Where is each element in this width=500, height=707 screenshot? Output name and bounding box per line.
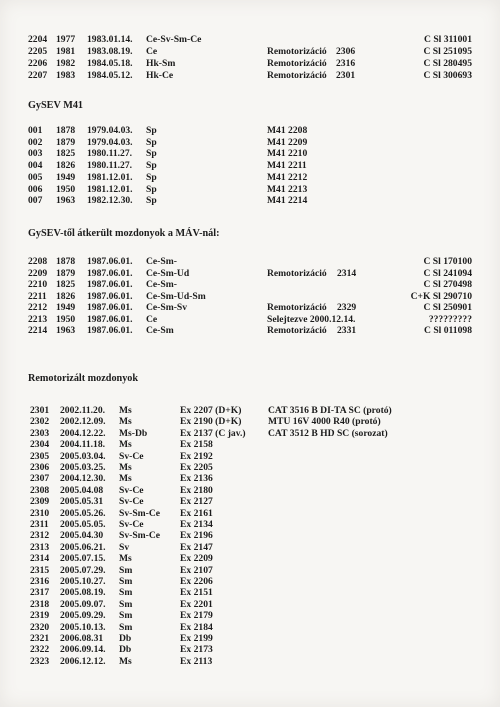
cell-no: 2321	[30, 633, 50, 644]
cell-date: 2004.12.30.	[60, 473, 106, 485]
cell-code: C Sl 300693	[423, 69, 472, 81]
cell-m41: M41 2214	[267, 195, 308, 207]
cell-year: 1983	[56, 69, 76, 81]
cell-remo-no: 2301	[336, 69, 356, 81]
cell-date: 2005.04.30	[60, 530, 104, 542]
cell-date: 1979.04.03.	[87, 125, 133, 136]
cell-m41: M41 2212	[267, 171, 308, 183]
cell-date: 2005.10.27.	[60, 576, 106, 587]
cell-date: 1984.05.18.	[87, 57, 133, 69]
cell-date: 1987.06.01.	[87, 290, 133, 302]
cell-type: Sp	[146, 183, 157, 195]
cell-type: Ce	[146, 45, 158, 57]
cell-code: C+K Sl 290710	[410, 290, 472, 302]
cell-date: 1987.06.01.	[87, 267, 133, 279]
cell-type: Sm	[119, 587, 133, 599]
table-row	[0, 644, 500, 655]
cell-ex: Ex 2137 (C jav.)	[180, 427, 246, 439]
cell-ex: Ex 2134	[180, 519, 213, 530]
cell-no: 2209	[28, 267, 48, 279]
cell-no: 2312	[30, 530, 50, 542]
cell-date: 2005.04.08	[60, 484, 104, 496]
table-row	[0, 451, 500, 462]
cell-ex: Ex 2192	[180, 450, 213, 462]
table-row	[0, 485, 500, 496]
cell-no: 003	[28, 148, 43, 160]
cell-type: Sp	[146, 148, 157, 160]
cell-date: 2005.05.31	[60, 496, 104, 508]
table-row	[0, 496, 500, 507]
table-row	[0, 291, 500, 302]
cell-type: Ce-Sm-	[146, 279, 177, 290]
cell-year: 1982	[56, 57, 76, 69]
cell-no: 2304	[30, 439, 50, 451]
table-row	[0, 137, 500, 148]
table-row	[0, 256, 500, 267]
cell-ex: Ex 2151	[180, 587, 213, 599]
cell-no: 2211	[28, 290, 47, 302]
cell-type: Ce-Sm-Ud-Sm	[146, 290, 206, 302]
cell-no: 2314	[30, 553, 50, 565]
cell-no: 2302	[30, 416, 50, 428]
cell-date: 2005.03.04.	[60, 450, 106, 462]
cell-no: 2206	[28, 57, 48, 69]
cell-type: Ce-Sv-Sm-Ce	[146, 34, 202, 45]
cell-no: 2319	[30, 610, 50, 622]
table-row	[0, 416, 500, 427]
table-row	[0, 565, 500, 576]
cell-type: Ce-Sm-	[146, 256, 177, 267]
table-row	[0, 553, 500, 564]
table-row	[0, 314, 500, 325]
cell-date: 2005.07.15.	[60, 553, 106, 565]
cell-no: 2323	[30, 655, 50, 667]
cell-date: 2005.06.21.	[60, 541, 106, 553]
cell-type: Ms	[119, 553, 132, 565]
table-row	[0, 633, 500, 644]
cell-date: 2005.10.13.	[60, 621, 106, 633]
cell-type: Sv-Ce	[119, 496, 144, 508]
cell-ex: Ex 2206	[180, 576, 213, 587]
cell-no: 2305	[30, 450, 50, 462]
cell-ex: Ex 2136	[180, 473, 213, 485]
cell-date: 1980.11.27.	[87, 148, 133, 160]
cell-type: Db	[119, 644, 132, 656]
cell-no: 2311	[30, 519, 49, 530]
cell-engine: CAT 3512 B HD SC (sorozat)	[268, 427, 388, 439]
cell-type: Ms	[119, 439, 132, 451]
cell-year: 1826	[56, 160, 76, 172]
table-row	[0, 160, 500, 171]
cell-no: 006	[28, 183, 43, 195]
cell-remo: Remotorizáció	[267, 57, 327, 69]
cell-code: C Sl 280495	[423, 57, 472, 69]
cell-date: 2005.05.05.	[60, 519, 106, 530]
cell-year: 1879	[56, 136, 76, 148]
cell-no: 005	[28, 171, 43, 183]
cell-ex: Ex 2147	[180, 541, 213, 553]
cell-no: 2301	[30, 405, 50, 416]
cell-remo: Remotorizáció	[267, 302, 327, 313]
cell-ex: Ex 2209	[180, 553, 213, 565]
cell-type: Hk-Sm	[146, 57, 176, 69]
cell-remo: Remotorizáció	[267, 267, 327, 279]
cell-remo: Selejtezve 2000.12.14.	[267, 313, 356, 325]
cell-type: Ce-Sm	[146, 325, 174, 336]
cell-ex: Ex 2201	[180, 598, 213, 610]
cell-date: 1984.05.12.	[87, 69, 133, 81]
cell-no: 2210	[28, 279, 48, 290]
cell-no: 2315	[30, 564, 50, 576]
cell-type: Hk-Ce	[146, 69, 174, 81]
table-row	[0, 439, 500, 450]
cell-year: 1950	[56, 313, 76, 325]
cell-year: 1825	[56, 279, 76, 290]
cell-date: 2005.05.26.	[60, 507, 106, 519]
cell-engine: CAT 3516 B DI-TA SC (protó)	[268, 405, 392, 416]
cell-ex: Ex 2113	[180, 655, 213, 667]
cell-year: 1981	[56, 45, 76, 57]
cell-type: Sv-Ce	[119, 519, 144, 530]
cell-code: C Sl 011098	[424, 325, 472, 336]
cell-date: 1982.12.30.	[87, 195, 133, 207]
cell-year: 1879	[56, 267, 76, 279]
section-title-remotorized: Remotorizált mozdonyok	[28, 373, 139, 384]
table-row	[0, 542, 500, 553]
cell-ex: Ex 2179	[180, 610, 213, 622]
cell-m41: M41 2208	[267, 125, 308, 136]
cell-type: Ms	[119, 405, 132, 416]
cell-remo-no: 2316	[336, 57, 356, 69]
table-row	[0, 473, 500, 484]
cell-no: 2308	[30, 484, 50, 496]
cell-ex: Ex 2173	[180, 644, 213, 656]
cell-code: C Sl 250901	[423, 302, 472, 313]
cell-no: 2320	[30, 621, 50, 633]
cell-type: Sv-Sm-Ce	[119, 530, 161, 542]
cell-type: Ce-Sm-Ud	[146, 267, 190, 279]
cell-remo-no: 2331	[337, 325, 357, 336]
cell-type: Sv-Ce	[119, 450, 144, 462]
cell-type: Ms	[119, 416, 132, 428]
cell-no: 004	[28, 160, 43, 172]
cell-type: Sm	[119, 598, 133, 610]
cell-type: Sv-Sm-Ce	[119, 507, 161, 519]
cell-date: 2006.09.14.	[60, 644, 106, 656]
cell-date: 1987.06.01.	[87, 256, 133, 267]
cell-year: 1950	[56, 183, 76, 195]
table-row	[0, 576, 500, 587]
cell-code: C Sl 241094	[423, 267, 472, 279]
cell-ex: Ex 2184	[180, 621, 213, 633]
cell-date: 2004.12.22.	[60, 427, 106, 439]
table-row	[0, 405, 500, 416]
cell-no: 2316	[30, 576, 50, 587]
cell-m41: M41 2211	[267, 160, 307, 172]
table-row	[0, 656, 500, 667]
cell-ex: Ex 2190 (D+K)	[180, 416, 242, 428]
cell-no: 001	[28, 125, 43, 136]
cell-m41: M41 2210	[267, 148, 308, 160]
cell-year: 1949	[56, 171, 76, 183]
table-row	[0, 268, 500, 279]
table-row	[0, 519, 500, 530]
table-row	[0, 279, 500, 290]
cell-year: 1878	[56, 125, 76, 136]
cell-remo: Remotorizáció	[267, 45, 327, 57]
cell-type: Sp	[146, 136, 157, 148]
cell-type: Sm	[119, 576, 133, 587]
cell-date: 2002.11.20.	[60, 405, 106, 416]
cell-date: 1980.11.27.	[87, 160, 133, 172]
cell-date: 1987.06.01.	[87, 279, 133, 290]
cell-no: 2207	[28, 69, 48, 81]
cell-remo-no: 2329	[337, 302, 357, 313]
table-row	[0, 148, 500, 159]
cell-year: 1977	[56, 34, 76, 45]
cell-no: 2214	[28, 325, 48, 336]
cell-date: 1987.06.01.	[87, 325, 133, 336]
cell-date: 2005.07.29.	[60, 564, 106, 576]
cell-no: 2204	[28, 34, 48, 45]
cell-date: 2005.09.29.	[60, 610, 106, 622]
cell-ex: Ex 2196	[180, 530, 213, 542]
table-row	[0, 172, 500, 183]
cell-m41: M41 2213	[267, 183, 308, 195]
cell-code: C Sl 270498	[423, 279, 472, 290]
cell-date: 1983.01.14.	[87, 34, 133, 45]
table-row	[0, 462, 500, 473]
table-row	[0, 302, 500, 313]
cell-date: 1981.12.01.	[87, 171, 133, 183]
cell-type: Sp	[146, 195, 157, 207]
cell-ex: Ex 2158	[180, 439, 213, 451]
cell-no: 002	[28, 136, 43, 148]
cell-type: Sm	[119, 564, 133, 576]
cell-no: 2205	[28, 45, 48, 57]
table-row	[0, 428, 500, 439]
cell-ex: Ex 2107	[180, 564, 213, 576]
cell-type: Sv-Ce	[119, 484, 144, 496]
cell-date: 1981.12.01.	[87, 183, 133, 195]
cell-year: 1963	[56, 325, 76, 336]
cell-no: 007	[28, 195, 43, 207]
table-row	[0, 587, 500, 598]
cell-type: Ms	[119, 462, 132, 473]
cell-type: Sm	[119, 610, 133, 622]
cell-year: 1949	[56, 302, 76, 313]
table-row	[0, 195, 500, 206]
cell-date: 2005.03.25.	[60, 462, 106, 473]
cell-type: Sm	[119, 621, 133, 633]
cell-no: 2303	[30, 427, 50, 439]
cell-year: 1963	[56, 195, 76, 207]
cell-type: Db	[119, 633, 132, 644]
table-row	[0, 34, 500, 45]
cell-no: 2317	[30, 587, 50, 599]
cell-year: 1825	[56, 148, 76, 160]
cell-no: 2309	[30, 496, 50, 508]
table-row	[0, 622, 500, 633]
cell-date: 1987.06.01.	[87, 313, 133, 325]
cell-remo: Remotorizáció	[267, 69, 327, 81]
cell-code: C Sl 311001	[424, 34, 472, 45]
cell-date: 2005.09.07.	[60, 598, 106, 610]
table-row	[0, 46, 500, 57]
table-row	[0, 325, 500, 336]
cell-date: 1979.04.03.	[87, 136, 133, 148]
cell-no: 2307	[30, 473, 50, 485]
table-row	[0, 508, 500, 519]
table-row	[0, 530, 500, 541]
cell-date: 2002.12.09.	[60, 416, 106, 428]
cell-ex: Ex 2199	[180, 633, 213, 644]
cell-engine: MTU 16V 4000 R40 (protó)	[268, 416, 381, 428]
cell-no: 2208	[28, 256, 48, 267]
cell-date: 2005.08.19.	[60, 587, 106, 599]
cell-code: C Sl 251095	[423, 45, 472, 57]
cell-no: 2310	[30, 507, 50, 519]
cell-year: 1826	[56, 290, 76, 302]
table-row	[0, 125, 500, 136]
cell-date: 2006.12.12.	[60, 655, 106, 667]
cell-ex: Ex 2207 (D+K)	[180, 405, 242, 416]
cell-type: Sp	[146, 171, 157, 183]
cell-type: Ce-Sm-Sv	[146, 302, 188, 313]
cell-ex: Ex 2205	[180, 462, 213, 473]
cell-date: 2006.08.31	[60, 633, 104, 644]
table-row	[0, 184, 500, 195]
cell-type: Ms	[119, 473, 132, 485]
section-title-transferred: GySEV-től átkerült mozdonyok a MÁV-nál:	[28, 228, 220, 239]
cell-remo: Remotorizáció	[267, 325, 327, 336]
section-title-gysev-m41: GySEV M41	[28, 100, 84, 111]
cell-date: 1987.06.01.	[87, 302, 133, 313]
cell-no: 2313	[30, 541, 50, 553]
cell-ex: Ex 2161	[180, 507, 213, 519]
table-row	[0, 599, 500, 610]
cell-date: 2004.11.18.	[60, 439, 106, 451]
table-row	[0, 610, 500, 621]
cell-type: Sp	[146, 160, 157, 172]
cell-ex: Ex 2180	[180, 484, 213, 496]
cell-year: 1878	[56, 256, 76, 267]
cell-no: 2213	[28, 313, 48, 325]
cell-date: 1983.08.19.	[87, 45, 133, 57]
cell-no: 2322	[30, 644, 50, 656]
cell-remo-no: 2306	[336, 45, 356, 57]
cell-m41: M41 2209	[267, 136, 308, 148]
table-row	[0, 70, 500, 81]
cell-type: Ms-Db	[119, 427, 148, 439]
cell-ex: Ex 2127	[180, 496, 213, 508]
cell-type: Ms	[119, 655, 132, 667]
cell-no: 2212	[28, 302, 48, 313]
cell-no: 2318	[30, 598, 50, 610]
cell-no: 2306	[30, 462, 50, 473]
cell-type: Sp	[146, 125, 157, 136]
cell-type: Sv	[119, 541, 130, 553]
cell-type: Ce	[146, 313, 158, 325]
cell-code: ?????????	[428, 313, 472, 325]
cell-code: C Sl 170100	[423, 256, 472, 267]
cell-remo-no: 2314	[337, 267, 357, 279]
table-row	[0, 58, 500, 69]
